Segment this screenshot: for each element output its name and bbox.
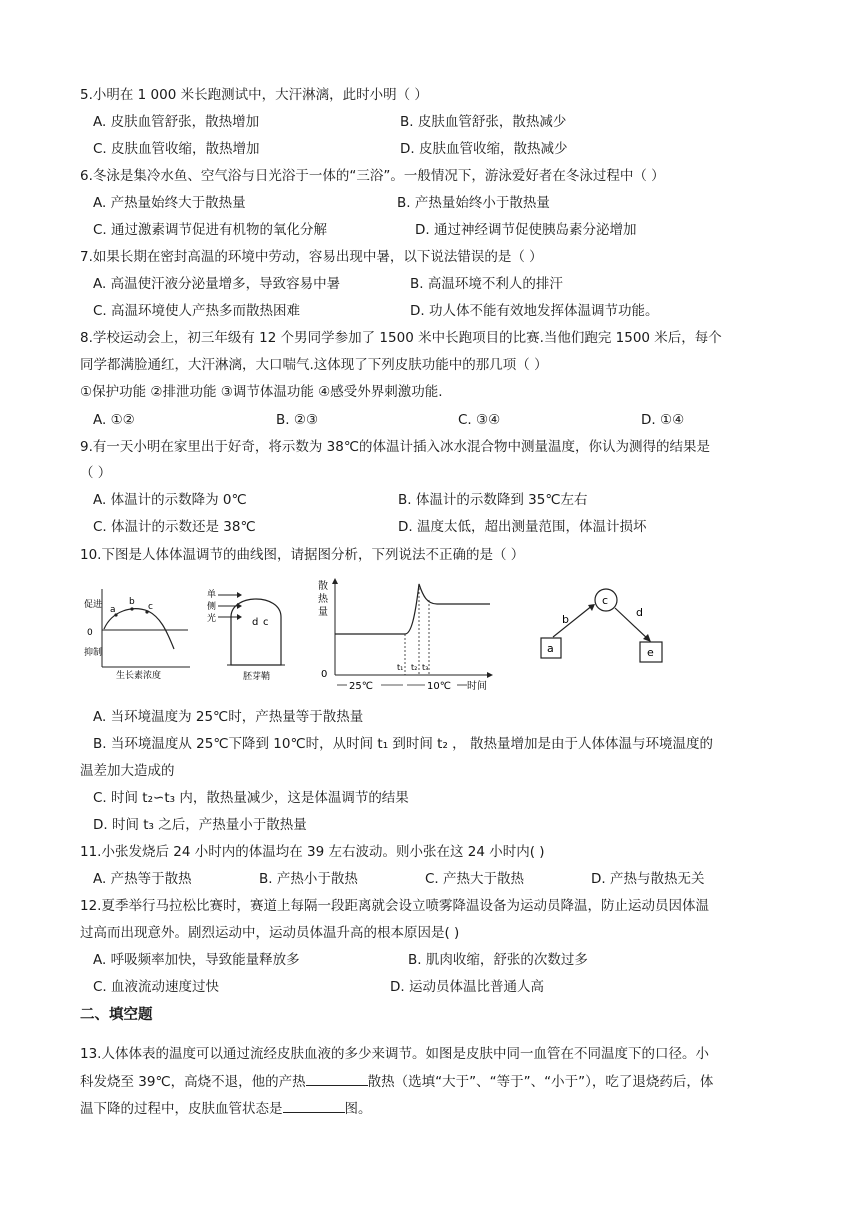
fig1-xlabel: 生长素浓度 bbox=[116, 671, 162, 680]
q10-option-a: A. 当环境温度为 25℃时，产热量等于散热量 bbox=[93, 709, 364, 725]
q12-stem-line2: 过高而出现意外。剧烈运动中，运动员体温升高的根本原因是( ) bbox=[80, 925, 460, 941]
fig1-promote-label: 促进 bbox=[84, 600, 103, 610]
fig4-label-d: d bbox=[636, 606, 643, 619]
q6-option-d: D. 通过神经调节促使胰岛素分泌增加 bbox=[415, 222, 637, 238]
q10-stem: 10.下图是人体体温调节的曲线图，请据图分析，下列说法不正确的是（ ） bbox=[80, 547, 525, 563]
fig2-light-char2: 侧 bbox=[207, 602, 217, 612]
regulation-pathway-figure bbox=[533, 585, 693, 670]
q9-option-b: B. 体温计的示数降到 35℃左右 bbox=[398, 492, 588, 508]
q12-option-b: B. 肌肉收缩，舒张的次数过多 bbox=[408, 952, 588, 968]
fig1-zero-label: 0 bbox=[87, 628, 93, 638]
fig3-ylabel-char3: 量 bbox=[318, 607, 328, 618]
fig1-point-b bbox=[130, 607, 133, 610]
q12-option-a: A. 呼吸频率加快，导致能量释放多 bbox=[93, 952, 300, 968]
q12-option-c: C. 血液流动速度过快 bbox=[93, 979, 220, 995]
section-title-fill-in: 二、填空题 bbox=[80, 1007, 153, 1023]
q13-line3-text-b: 图。 bbox=[344, 1101, 372, 1117]
q13-line2-text-a: 科发烧至 39℃，高烧不退，他的产热 bbox=[80, 1074, 306, 1090]
q7-option-d: D. 功人体不能有效地发挥体温调节功能。 bbox=[410, 303, 659, 319]
q5-option-c: C. 皮肤血管收缩，散热增加 bbox=[93, 141, 260, 157]
q6-stem: 6.冬泳是集冷水鱼、空气浴与日光浴于一体的“三浴”。一般情况下，游泳爱好者在冬泳过程中（ ） bbox=[80, 168, 665, 184]
fig2-coleoptile-outline bbox=[231, 599, 281, 665]
q8-option-a: A. ①② bbox=[93, 412, 135, 428]
fig2-arrowhead-icon bbox=[237, 614, 242, 620]
q5-option-b: B. 皮肤血管舒张，散热减少 bbox=[400, 114, 567, 130]
q11-option-c: C. 产热大于散热 bbox=[425, 871, 525, 887]
fig3-x-arrow-icon bbox=[487, 672, 493, 678]
q13-line3-text-a: 温下降的过程中，皮肤血管状态是 bbox=[80, 1101, 283, 1117]
fig3-y-arrow-icon bbox=[332, 578, 338, 584]
fig3-zero: 0 bbox=[321, 669, 328, 680]
q10-option-b-line1: B. 当环境温度从 25℃下降到 10℃时，从时间 t₁ 到时间 t₂ ， 散热量增加是由于人体体温与环境温度的 bbox=[93, 736, 713, 752]
q7-option-c: C. 高温环境使人产热多而散热困难 bbox=[93, 303, 301, 319]
fig3-temp-25: 25℃ bbox=[349, 681, 373, 692]
q13-line2-text-b: 散热（选填“大于”、“等于”、“小于”），吃了退烧药后，体 bbox=[367, 1074, 714, 1090]
fig3-t3-label: t₃ bbox=[422, 663, 429, 672]
q8-items: ①保护功能 ②排泄功能 ③调节体温功能 ④感受外界刺激功能. bbox=[80, 384, 443, 400]
fig3-t1-label: t₁ bbox=[397, 663, 404, 672]
q6-option-c: C. 通过激素调节促进有机物的氧化分解 bbox=[93, 222, 328, 238]
q5-option-d: D. 皮肤血管收缩，散热减少 bbox=[400, 141, 568, 157]
q9-option-d: D. 温度太低，超出测量范围，体温计损坏 bbox=[398, 519, 647, 535]
fig2-light-char1: 单 bbox=[207, 590, 217, 600]
fig4-label-b: b bbox=[562, 613, 569, 626]
q8-option-b: B. ②③ bbox=[276, 412, 319, 428]
heat-dissipation-chart bbox=[315, 578, 495, 700]
auxin-curve-figure bbox=[82, 585, 194, 680]
q12-option-d: D. 运动员体温比普通人高 bbox=[390, 979, 544, 995]
fig2-label-c: c bbox=[263, 617, 269, 628]
q8-stem-line2: 同学都满脸通红，大汗淋漓，大口喘气.这体现了下列皮肤功能中的那几项（ ） bbox=[80, 357, 548, 373]
q10-option-b-line2: 温差加大造成的 bbox=[80, 763, 175, 779]
q9-stem-line2: （ ） bbox=[80, 465, 112, 481]
q13-blank-1[interactable] bbox=[306, 1071, 368, 1086]
q13-blank-2[interactable] bbox=[283, 1098, 345, 1113]
fig3-ylabel-char1: 散 bbox=[318, 581, 328, 592]
fig4-arrow-b bbox=[553, 605, 593, 637]
fig4-label-e: e bbox=[647, 646, 654, 659]
fig1-inhibit-label: 抑制 bbox=[84, 648, 103, 658]
q12-stem-line1: 12.夏季举行马拉松比赛时，赛道上每隔一段距离就会设立喷雾降温设备为运动员降温，防止运动员因体温 bbox=[80, 898, 709, 914]
fig2-caption: 胚芽鞘 bbox=[243, 672, 271, 682]
q8-option-c: C. ③④ bbox=[458, 412, 501, 428]
fig1-label-b: b bbox=[129, 597, 135, 607]
q13-line3 bbox=[80, 1098, 372, 1119]
q5-option-a: A. 皮肤血管舒张，散热增加 bbox=[93, 114, 260, 130]
fig3-temp-10: 10℃ bbox=[427, 681, 451, 692]
q7-stem: 7.如果长期在密封高温的环境中劳动，容易出现中暑，以下说法错误的是（ ） bbox=[80, 249, 543, 265]
q10-option-d: D. 时间 t₃ 之后，产热量小于散热量 bbox=[93, 817, 307, 833]
q7-option-a: A. 高温使汗液分泌量增多，导致容易中暑 bbox=[93, 276, 341, 292]
fig2-light-char3: 光 bbox=[207, 614, 217, 624]
q11-stem: 11.小张发烧后 24 小时内的体温均在 39 左右波动。则小张在这 24 小时内( ) bbox=[80, 844, 545, 860]
fig3-curve bbox=[335, 584, 490, 634]
q10-option-c: C. 时间 t₂∽t₃ 内，散热量减少，这是体温调节的结果 bbox=[93, 790, 409, 806]
q11-option-b: B. 产热小于散热 bbox=[259, 871, 358, 887]
fig1-label-a: a bbox=[110, 605, 116, 615]
fig4-arrow-d bbox=[615, 608, 649, 640]
fig3-t2-label: t₂ bbox=[411, 663, 418, 672]
q8-stem-line1: 8.学校运动会上，初三年级有 12 个男同学参加了 1500 米中长跑项目的比赛.当他们跑完 1500 米后，每个 bbox=[80, 330, 722, 346]
q5-stem: 5.小明在 1 000 米长跑测试中，大汗淋漓，此时小明（ ） bbox=[80, 87, 428, 103]
fig2-label-d: d bbox=[252, 617, 259, 628]
q8-option-d: D. ①④ bbox=[641, 412, 685, 428]
fig1-label-c: c bbox=[148, 602, 153, 612]
q6-option-a: A. 产热量始终大于散热量 bbox=[93, 195, 246, 211]
q9-option-a: A. 体温计的示数降为 0℃ bbox=[93, 492, 247, 508]
fig4-label-c: c bbox=[602, 594, 609, 607]
q6-option-b: B. 产热量始终小于散热量 bbox=[397, 195, 550, 211]
q9-stem-line1: 9.有一天小明在家里出于好奇，将示数为 38℃的体温计插入冰水混合物中测量温度，你认为测得的结果是 bbox=[80, 439, 711, 455]
fig3-ylabel-char2: 热 bbox=[318, 594, 328, 605]
q9-option-c: C. 体温计的示数还是 38℃ bbox=[93, 519, 256, 535]
q11-option-a: A. 产热等于散热 bbox=[93, 871, 192, 887]
fig2-arrowhead-icon bbox=[237, 592, 242, 598]
q13-line1: 13.人体体表的温度可以通过流经皮肤血液的多少来调节。如图是皮肤中同一血管在不同温度下的口径。小 bbox=[80, 1046, 709, 1062]
fig3-xlabel: 时间 bbox=[467, 681, 487, 692]
q7-option-b: B. 高温环境不利人的排汗 bbox=[410, 276, 563, 292]
q13-line2 bbox=[80, 1071, 713, 1092]
fig4-label-a: a bbox=[547, 642, 554, 655]
q11-option-d: D. 产热与散热无关 bbox=[591, 871, 705, 887]
coleoptile-figure bbox=[203, 587, 298, 682]
